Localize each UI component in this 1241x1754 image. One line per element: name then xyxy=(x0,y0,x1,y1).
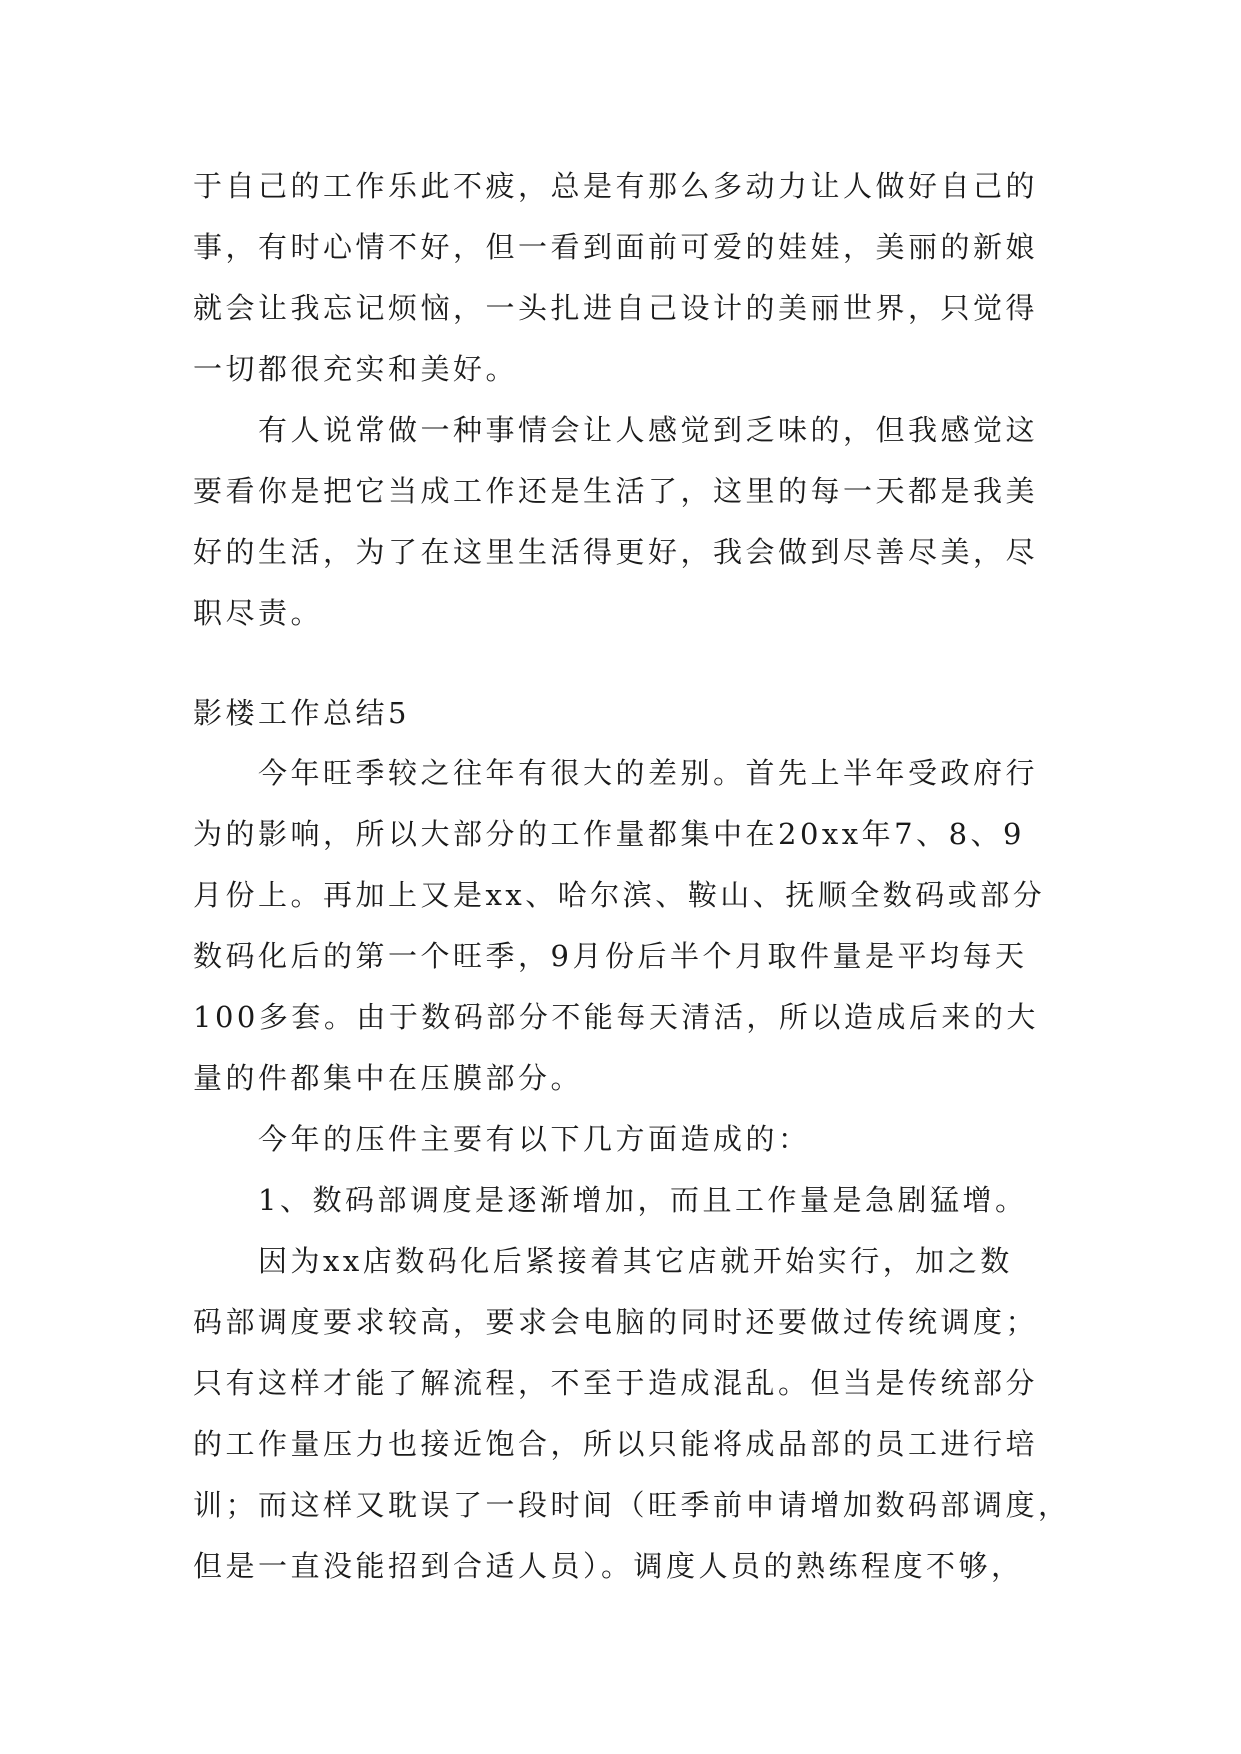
paragraph-line: 但是一直没能招到合适人员）。调度人员的熟练程度不够， xyxy=(193,1549,1024,1583)
section-heading: 影楼工作总结5 xyxy=(193,696,410,730)
paragraph-6 xyxy=(193,1231,1071,1597)
paragraph-line: 于自己的工作乐此不疲，总是有那么多动力让人做好自己的 xyxy=(193,169,1039,203)
paragraph-line: 有人说常做一种事情会让人感觉到乏味的，但我感觉这 xyxy=(258,413,1039,447)
paragraph-line: 月份上。再加上又是xx、哈尔滨、鞍山、抚顺全数码或部分 xyxy=(193,878,1046,912)
paragraph-line: 100多套。由于数码部分不能每天清活，所以造成后来的大 xyxy=(193,1000,1039,1034)
paragraph-line: 职尽责。 xyxy=(193,596,324,630)
paragraph-line: 事，有时心情不好，但一看到面前可爱的娃娃，美丽的新娘 xyxy=(193,230,1039,264)
paragraph-line: 数码化后的第一个旺季，9月份后半个月取件量是平均每天 xyxy=(193,939,1028,973)
paragraph-line: 好的生活，为了在这里生活得更好，我会做到尽善尽美，尽 xyxy=(193,535,1039,569)
paragraph-line: 为的影响，所以大部分的工作量都集中在20xx年7、8、9 xyxy=(193,817,1025,851)
paragraph-2 xyxy=(193,400,1055,644)
paragraph-line: 今年的压件主要有以下几方面造成的： xyxy=(258,1122,811,1156)
paragraph-line: 量的件都集中在压膜部分。 xyxy=(193,1061,584,1095)
paragraph-line: 今年旺季较之往年有很大的差别。首先上半年受政府行 xyxy=(258,756,1039,790)
paragraph-4 xyxy=(193,1109,1055,1170)
paragraph-line: 的工作量压力也接近饱合，所以只能将成品部的员工进行培 xyxy=(193,1427,1039,1461)
paragraph-1 xyxy=(193,156,1055,400)
paragraph-line: 因为xx店数码化后紧接着其它店就开始实行，加之数 xyxy=(258,1244,1013,1278)
paragraph-line: 要看你是把它当成工作还是生活了，这里的每一天都是我美 xyxy=(193,474,1039,508)
paragraph-line: 1、数码部调度是逐渐增加，而且工作量是急剧猛增。 xyxy=(258,1183,1028,1217)
paragraph-5 xyxy=(193,1170,1055,1231)
paragraph-line: 训；而这样又耽误了一段时间（旺季前申请增加数码部调度， xyxy=(193,1488,1071,1522)
paragraph-line: 一切都很充实和美好。 xyxy=(193,352,519,386)
paragraph-line: 码部调度要求较高，要求会电脑的同时还要做过传统调度； xyxy=(193,1305,1039,1339)
paragraph-3 xyxy=(193,743,1055,1109)
paragraph-line: 就会让我忘记烦恼，一头扎进自己设计的美丽世界，只觉得 xyxy=(193,291,1039,325)
paragraph-line: 只有这样才能了解流程，不至于造成混乱。但当是传统部分 xyxy=(193,1366,1039,1400)
